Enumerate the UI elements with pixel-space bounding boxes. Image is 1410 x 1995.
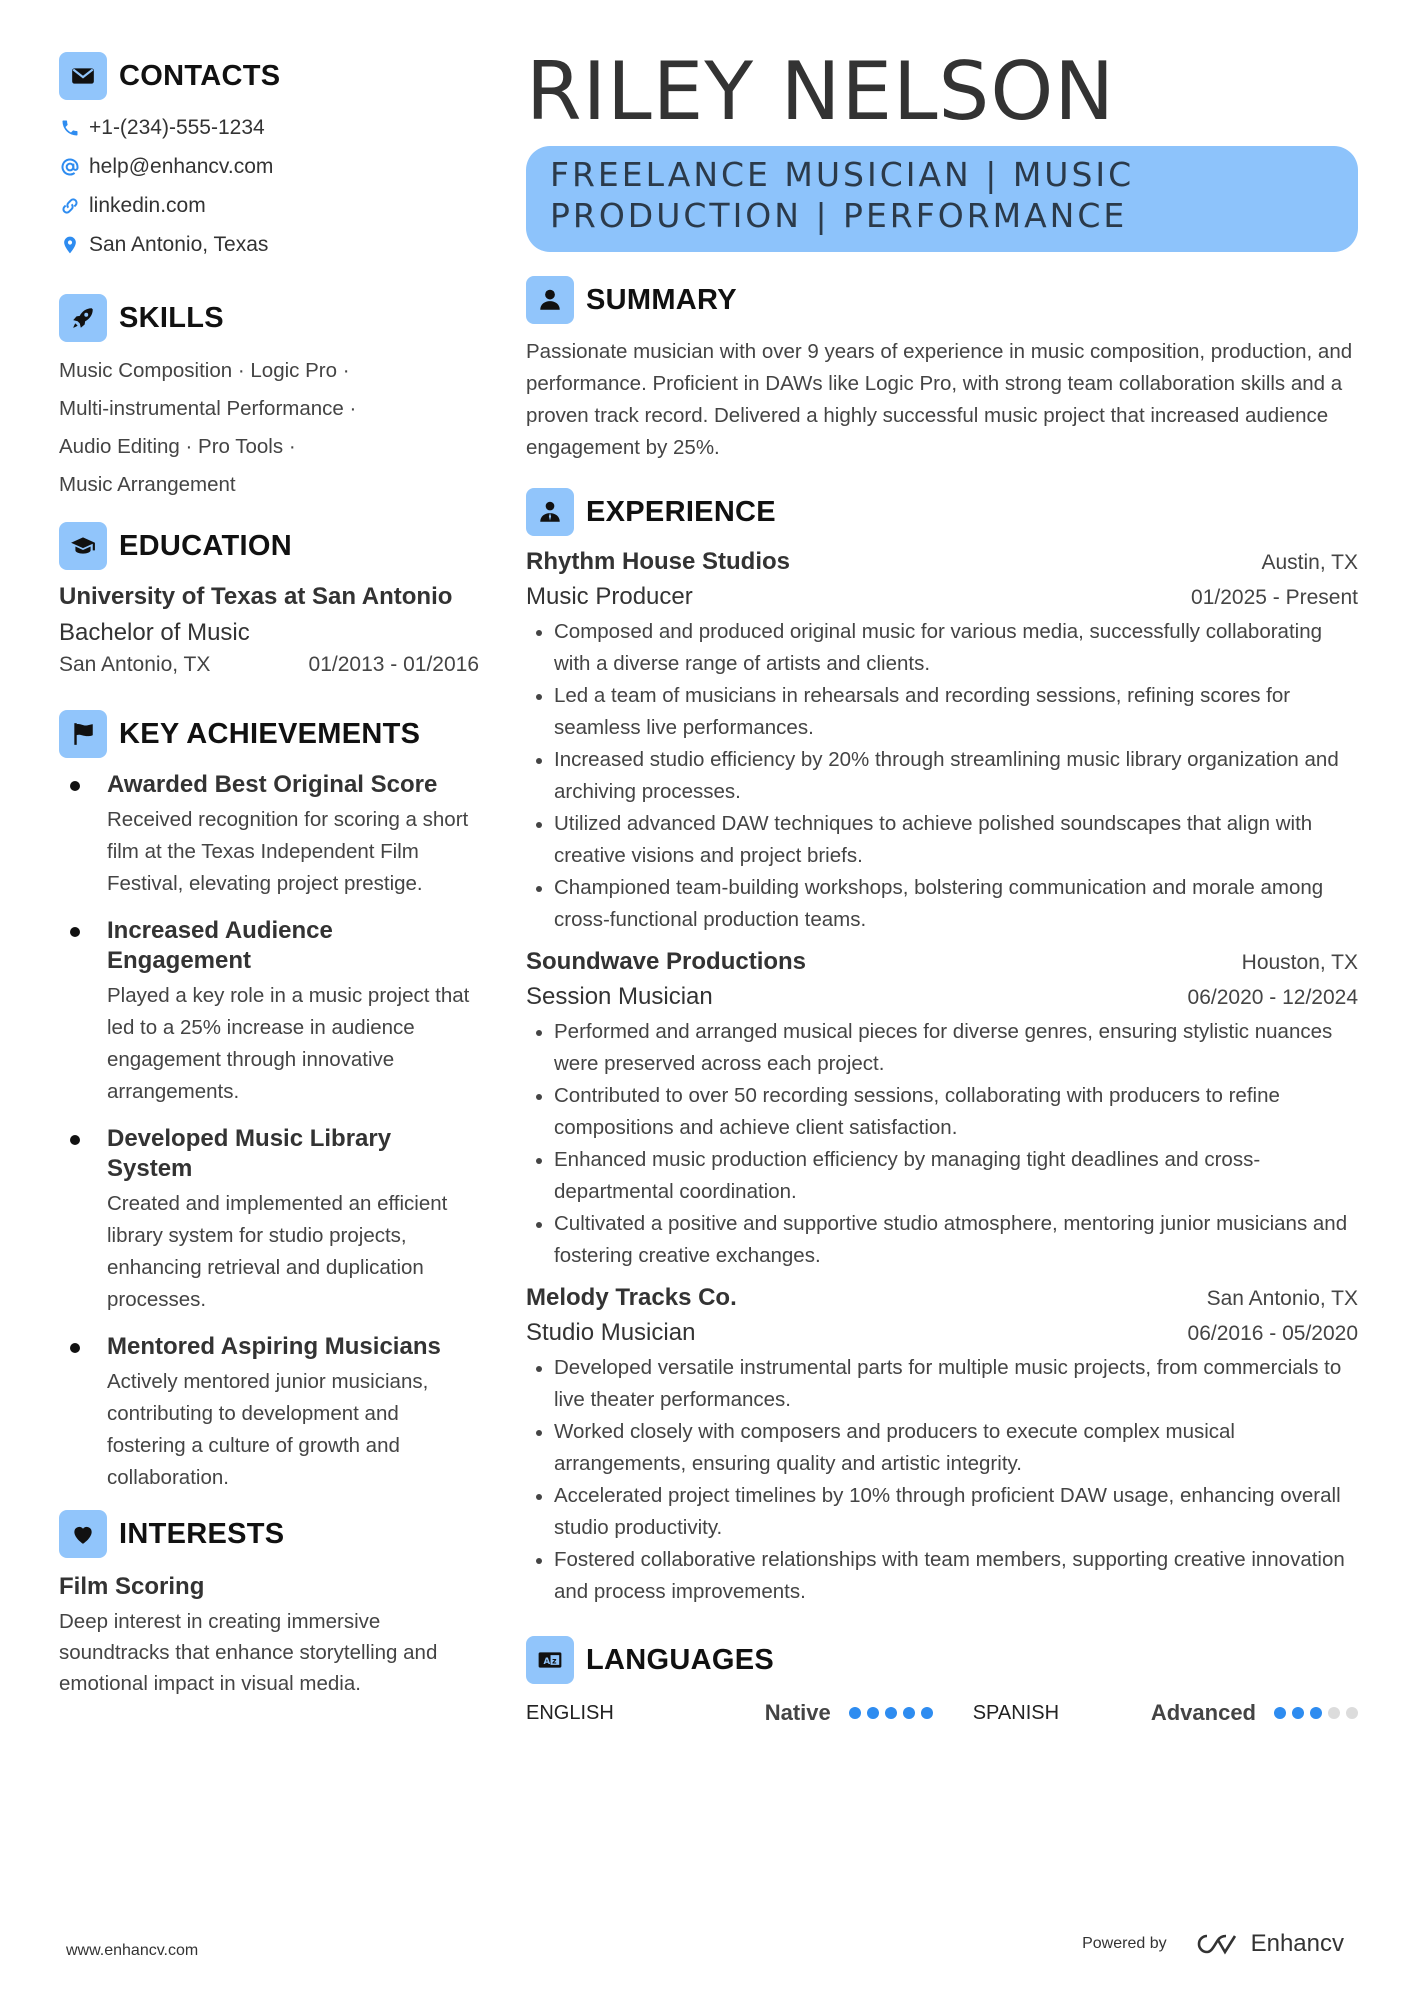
achievement-title: Awarded Best Original Score: [107, 771, 438, 798]
skills-line: Audio Editing · Pro Tools ·: [59, 435, 296, 458]
candidate-name: RILEY NELSON: [526, 45, 1116, 138]
job-header: [526, 944, 1358, 980]
skills-header: [59, 294, 479, 342]
skills-title: SKILLS: [119, 301, 224, 334]
headline-line: FREELANCE MUSICIAN | MUSIC: [550, 155, 1135, 194]
svg-text:A: A: [543, 1656, 551, 1667]
bullet-dot: [70, 1343, 80, 1353]
interest-desc: Deep interest in creating immersive soundtracks that enhance storytelling and emotional impact in visual media.: [59, 1610, 438, 1695]
linkedin-text: linkedin.com: [89, 193, 206, 217]
phone-icon: [59, 117, 81, 139]
language-name: SPANISH: [972, 1701, 1060, 1724]
phone-text: +1-(234)-555-1234: [89, 115, 265, 139]
contacts-header: [59, 52, 479, 100]
footer-website[interactable]: www.enhancv.com: [66, 1942, 199, 1959]
education-meta: [59, 650, 479, 680]
experience-title: EXPERIENCE: [586, 495, 776, 528]
achievements-title: KEY ACHIEVEMENTS: [119, 717, 421, 750]
skill-item: Multi-instrumental Performance: [59, 397, 344, 420]
achievement-desc: Played a key role in a music project that led to a 25% increase in audience engagement through innovative arrangements.: [107, 984, 470, 1103]
rating-dot: [1274, 1707, 1286, 1719]
job-bullet: Fostered collaborative relationships with team members, supporting creative innovation and process improvements.: [526, 1544, 1358, 1608]
interest-title: Film Scoring: [59, 1573, 205, 1600]
language-rating: [849, 1707, 935, 1719]
job-bullet: Performed and arranged musical pieces for diverse genres, ensuring stylistic nuances were preserved across each project.: [526, 1016, 1358, 1080]
job-bullets: [526, 1016, 1358, 1272]
email-text: help@enhancv.com: [89, 154, 274, 178]
language-level: Advanced: [1150, 1700, 1256, 1725]
skills-line: Music Composition · Logic Pro ·: [59, 359, 350, 382]
job-bullet: Utilized advanced DAW techniques to achieve polished soundscapes that align with creative visions and project briefs.: [526, 808, 1358, 872]
skill-item: Logic Pro: [250, 359, 337, 382]
achievement-desc: Received recognition for scoring a short film at the Texas Independent Film Festival, elevating project prestige.: [107, 808, 469, 895]
job-dates: 06/2020 - 12/2024: [1187, 986, 1358, 1009]
job-entry: [526, 944, 1358, 1272]
rating-dot: [903, 1707, 915, 1719]
achievement-item: [59, 1332, 479, 1494]
rating-dot: [885, 1707, 897, 1719]
job-company: Rhythm House Studios: [526, 548, 791, 575]
right-column: [526, 45, 1358, 1730]
job-location: Houston, TX: [1241, 951, 1358, 974]
skill-item: Pro Tools: [198, 435, 284, 458]
flag-icon: [59, 710, 107, 758]
footer-brand: [1082, 1930, 1344, 1958]
brand-name: Enhancv: [1250, 1930, 1344, 1957]
language-rating: [1274, 1707, 1358, 1719]
envelope-icon: [59, 52, 107, 100]
summary-text: Passionate musician with over 9 years of experience in music composition, production, and performance. Proficient in DAWs like Logic Pro, with strong team collaboration skills and a proven track record. Delivered a highly successful music project that increased audience engagement by 25%.: [526, 340, 1353, 459]
bullet-dot: [70, 927, 80, 937]
enhancv-logo-icon: [1193, 1931, 1239, 1957]
contact-phone[interactable]: [59, 108, 479, 147]
achievements-list: [59, 770, 479, 1494]
bullet-dot: [70, 781, 80, 791]
job-bullet: Developed versatile instrumental parts for multiple music projects, from commercials to live theater performances.: [526, 1352, 1358, 1416]
job-bullet: Contributed to over 50 recording sessions, collaborating with producers to refine compositions and achieve client satisfaction.: [526, 1080, 1358, 1144]
languages-title: LANGUAGES: [586, 1643, 774, 1676]
job-role: Studio Musician: [526, 1319, 696, 1346]
job-header: [526, 1280, 1358, 1316]
achievements-header: [59, 710, 479, 758]
brand[interactable]: [1193, 1930, 1344, 1958]
achievement-title: Mentored Aspiring Musicians: [107, 1333, 441, 1360]
education-school: University of Texas at San Antonio: [59, 583, 453, 610]
achievement-title: Increased Audience Engagement: [107, 917, 333, 974]
user-icon: [526, 276, 574, 324]
graduation-cap-icon: [59, 522, 107, 570]
skills-line: [59, 466, 479, 504]
contact-linkedin[interactable]: [59, 186, 479, 225]
achievement-desc: Actively mentored junior musicians, contributing to development and fostering a culture of growth and collaboration.: [107, 1370, 429, 1489]
job-dates: 06/2016 - 05/2020: [1187, 1322, 1358, 1345]
rocket-icon: [59, 294, 107, 342]
rating-dot: [849, 1707, 861, 1719]
skills-list: [59, 352, 479, 504]
skills-line: Multi-instrumental Performance ·: [59, 397, 357, 420]
achievement-desc: Created and implemented an efficient library system for studio projects, enhancing retrieval and duplication processes.: [107, 1192, 448, 1311]
job-bullet: Increased studio efficiency by 20% through streamlining music library organization and archiving processes.: [526, 744, 1358, 808]
svg-text:z: z: [552, 1656, 557, 1666]
link-icon: [59, 195, 81, 217]
job-company: Melody Tracks Co.: [526, 1284, 737, 1311]
job-location: San Antonio, TX: [1206, 1287, 1358, 1310]
left-column: [59, 52, 479, 1699]
rating-dot: [1292, 1707, 1304, 1719]
headline-line: PRODUCTION | PERFORMANCE: [550, 196, 1128, 235]
skill-item: Audio Editing: [59, 435, 180, 458]
powered-by-text: Powered by: [1082, 1935, 1167, 1952]
summary-header: [526, 276, 1358, 324]
rating-dot: [867, 1707, 879, 1719]
job-bullet: Championed team-building workshops, bolstering communication and morale among cross-functional production teams.: [526, 872, 1358, 936]
rating-dot: [921, 1707, 933, 1719]
achievement-title: Developed Music Library System: [107, 1125, 392, 1182]
education-degree: Bachelor of Music: [59, 619, 250, 646]
education-dates: 01/2013 - 01/2016: [308, 653, 479, 676]
job-dates: 01/2025 - Present: [1191, 586, 1358, 609]
languages-row: [526, 1696, 1358, 1730]
job-bullets: [526, 616, 1358, 936]
headline-box: [526, 146, 1358, 252]
heart-icon: [59, 1510, 107, 1558]
job-bullets: [526, 1352, 1358, 1608]
contact-location: [59, 225, 479, 264]
job-subheader: [526, 980, 1358, 1014]
job-bullet: Composed and produced original music for various media, successfully collaborating with a diverse range of artists and clients.: [526, 616, 1358, 680]
job-subheader: [526, 1316, 1358, 1350]
briefcase-user-icon: [526, 488, 574, 536]
location-pin-icon: [59, 234, 81, 256]
translate-icon: [526, 1636, 574, 1684]
rating-dot: [1328, 1707, 1340, 1719]
language-name: ENGLISH: [526, 1701, 614, 1724]
skill-item: Music Arrangement: [59, 473, 236, 496]
bullet-dot: [70, 1135, 80, 1145]
achievement-item: [59, 770, 479, 900]
education-location: San Antonio, TX: [59, 653, 211, 676]
interests-title: INTERESTS: [119, 1517, 285, 1550]
job-header: [526, 544, 1358, 580]
achievement-item: [59, 916, 479, 1108]
job-role: Session Musician: [526, 983, 713, 1010]
job-bullet: Worked closely with composers and producers to execute complex musical arrangements, ensuring quality and artistic integrity.: [526, 1416, 1358, 1480]
job-company: Soundwave Productions: [526, 948, 807, 975]
rating-dot: [1310, 1707, 1322, 1719]
rating-dot: [1346, 1707, 1358, 1719]
language-level: Native: [764, 1700, 831, 1725]
job-subheader: [526, 580, 1358, 614]
experience-header: [526, 488, 1358, 536]
job-bullet: Cultivated a positive and supportive studio atmosphere, mentoring junior musicians and fostering creative exchanges.: [526, 1208, 1358, 1272]
job-entry: [526, 544, 1358, 936]
location-text: San Antonio, Texas: [89, 232, 269, 256]
job-bullet: Enhanced music production efficiency by managing tight deadlines and cross-departmental coordination.: [526, 1144, 1358, 1208]
at-icon: [59, 156, 81, 178]
achievement-item: [59, 1124, 479, 1316]
skill-item: Music Composition: [59, 359, 233, 382]
contact-email[interactable]: [59, 147, 479, 186]
education-title: EDUCATION: [119, 529, 292, 562]
job-bullet: Accelerated project timelines by 10% through proficient DAW usage, enhancing overall studio productivity.: [526, 1480, 1358, 1544]
job-location: Austin, TX: [1261, 551, 1358, 574]
job-role: Music Producer: [526, 583, 693, 610]
interests-header: [59, 1510, 479, 1558]
education-header: [59, 522, 479, 570]
job-entry: [526, 1280, 1358, 1608]
languages-header: [526, 1636, 1358, 1684]
job-bullet: Led a team of musicians in rehearsals and recording sessions, refining scores for seamless live performances.: [526, 680, 1358, 744]
summary-title: SUMMARY: [586, 283, 737, 316]
contacts-title: CONTACTS: [119, 59, 281, 92]
